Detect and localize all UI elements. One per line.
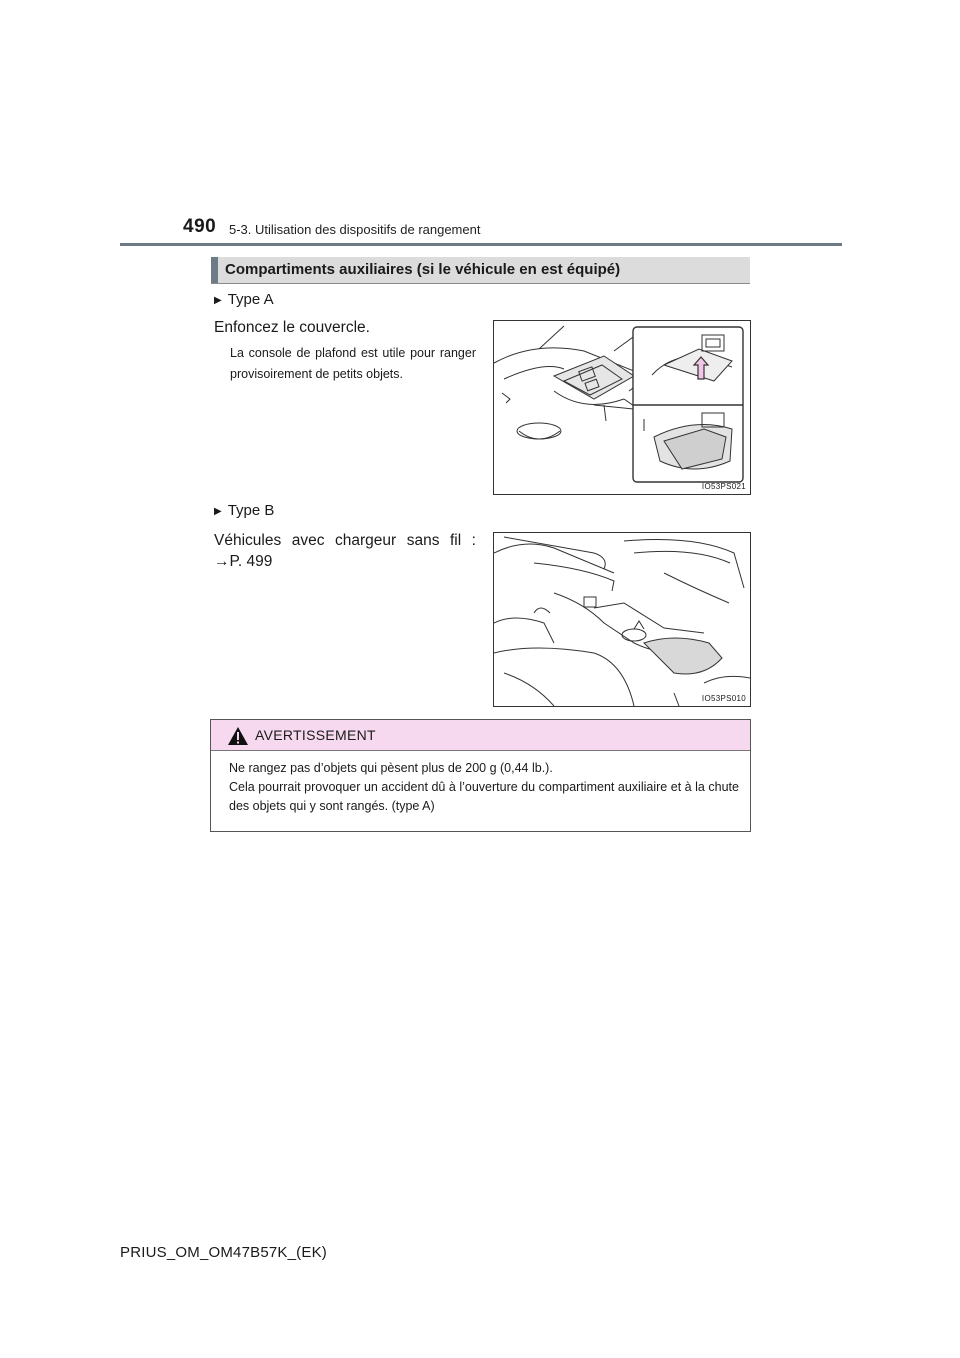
type-b-instruction: Véhicules avec chargeur sans fil : bbox=[214, 532, 476, 549]
type-b-label bbox=[214, 502, 274, 519]
page-number: 490 bbox=[183, 216, 217, 237]
type-a-label bbox=[214, 291, 274, 308]
bullet-triangle-icon: ▶ bbox=[214, 506, 222, 517]
bullet-triangle-icon: ▶ bbox=[214, 295, 222, 306]
warning-text-line-1: Ne rangez pas d’objets qui pèsent plus de 200 g (0,44 lb.). bbox=[229, 761, 553, 775]
warning-header bbox=[211, 720, 750, 751]
warning-title: AVERTISSEMENT bbox=[255, 727, 376, 743]
warning-triangle-icon bbox=[227, 726, 249, 746]
center-console-drawing bbox=[494, 533, 750, 706]
footer-model-code: PRIUS_OM_OM47B57K_(EK) bbox=[120, 1244, 327, 1261]
overhead-console-drawing bbox=[494, 321, 750, 494]
section-title: Compartiments auxiliaires (si le véhicule en est équipé) bbox=[225, 261, 621, 278]
warning-body bbox=[229, 759, 739, 816]
illustration-overhead-console bbox=[493, 320, 751, 495]
type-a-note: La console de plafond est utile pour ranger provisoirement de petits objets. bbox=[230, 346, 476, 381]
illustration-center-console bbox=[493, 532, 751, 707]
chapter-title: 5-3. Utilisation des dispositifs de rangement bbox=[229, 222, 481, 237]
header-rule bbox=[120, 243, 842, 246]
type-b-page-reference: →P. 499 bbox=[214, 553, 273, 570]
section-heading bbox=[211, 257, 750, 284]
type-a-label-text: Type A bbox=[227, 291, 274, 308]
section-accent bbox=[211, 257, 218, 283]
warning-text-line-2: Cela pourrait provoquer un accident dû à l’ouverture du compartiment auxiliaire et à la chute des objets qui y sont rangés. (type A) bbox=[229, 780, 739, 813]
type-b-label-text: Type B bbox=[227, 502, 275, 519]
type-a-instruction: Enfoncez le couvercle. bbox=[214, 319, 370, 336]
warning-box bbox=[210, 719, 751, 832]
illustration-code: IO53PS010 bbox=[701, 694, 746, 703]
illustration-code: IO53PS021 bbox=[701, 482, 746, 491]
